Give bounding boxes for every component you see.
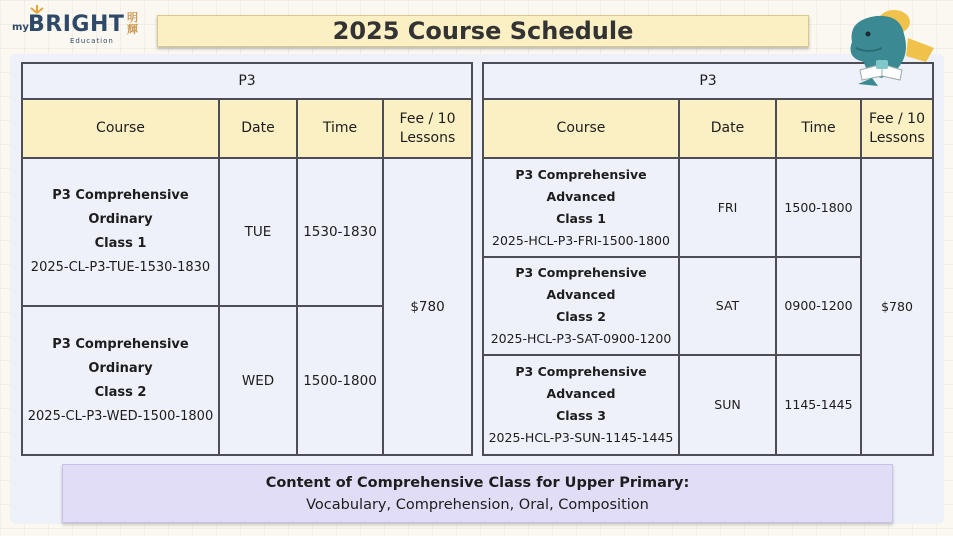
logo-chinese: 明輝 [127, 11, 138, 36]
course-class: Class 2 [94, 384, 147, 400]
logo-brand: BRIGHT [28, 12, 125, 37]
course-class: Class 1 [556, 210, 606, 226]
course-name: P3 Comprehensive Advanced [515, 265, 647, 303]
course-code: 2025-CL-P3-TUE-1530-1830 [30, 260, 211, 276]
course-class: Class 3 [556, 408, 606, 424]
course-cell [483, 355, 679, 455]
time-cell: 1500-1800 [776, 158, 861, 257]
course-class: Class 1 [94, 236, 147, 252]
dinosaur-reading-icon [838, 8, 938, 90]
course-code: 2025-HCL-P3-SUN-1145-1445 [488, 430, 674, 446]
time-cell: 1500-1800 [297, 306, 383, 455]
fee-column-header: Fee / 10 Lessons [861, 99, 933, 158]
course-name: P3 Comprehensive Advanced [515, 166, 647, 204]
time-cell: 1530-1830 [297, 158, 383, 306]
date-cell: FRI [679, 158, 776, 257]
date-column-header: Date [219, 99, 297, 158]
table-group-header: P3 [483, 63, 933, 99]
course-column-header: Course [483, 99, 679, 158]
content-title: Content of Comprehensive Class for Upper Primary: [265, 474, 690, 491]
table-row [483, 158, 933, 257]
time-column-header: Time [776, 99, 861, 158]
brand-logo [10, 8, 145, 46]
course-class: Class 2 [556, 309, 606, 325]
fee-column-header: Fee / 10 Lessons [383, 99, 472, 158]
fee-cell: $780 [383, 158, 472, 455]
advanced-schedule-table [482, 62, 934, 456]
course-code: 2025-CL-P3-WED-1500-1800 [27, 408, 214, 424]
date-cell: TUE [219, 158, 297, 306]
course-content-note [62, 464, 893, 523]
course-column-header: Course [22, 99, 219, 158]
date-cell: SAT [679, 257, 776, 356]
course-cell [22, 306, 219, 455]
fee-cell: $780 [861, 158, 933, 455]
course-cell [483, 158, 679, 257]
course-name: P3 Comprehensive Ordinary [52, 188, 189, 228]
course-cell [483, 257, 679, 356]
table-row [22, 158, 472, 306]
content-items: Vocabulary, Comprehension, Oral, Composition [306, 496, 649, 513]
date-cell: SUN [679, 355, 776, 455]
time-cell: 1145-1445 [776, 355, 861, 455]
course-code: 2025-HCL-P3-FRI-1500-1800 [492, 232, 670, 248]
course-name: P3 Comprehensive Advanced [515, 364, 647, 402]
logo-prefix: my [12, 22, 29, 33]
time-column-header: Time [297, 99, 383, 158]
page-title: 2025 Course Schedule [157, 15, 809, 47]
date-cell: WED [219, 306, 297, 455]
course-cell [22, 158, 219, 306]
course-name: P3 Comprehensive Ordinary [52, 336, 189, 376]
course-code: 2025-HCL-P3-SAT-0900-1200 [490, 331, 672, 347]
logo-subtitle: Education [70, 37, 114, 45]
time-cell: 0900-1200 [776, 257, 861, 356]
table-group-header: P3 [22, 63, 472, 99]
date-column-header: Date [679, 99, 776, 158]
ordinary-schedule-table [21, 62, 473, 456]
